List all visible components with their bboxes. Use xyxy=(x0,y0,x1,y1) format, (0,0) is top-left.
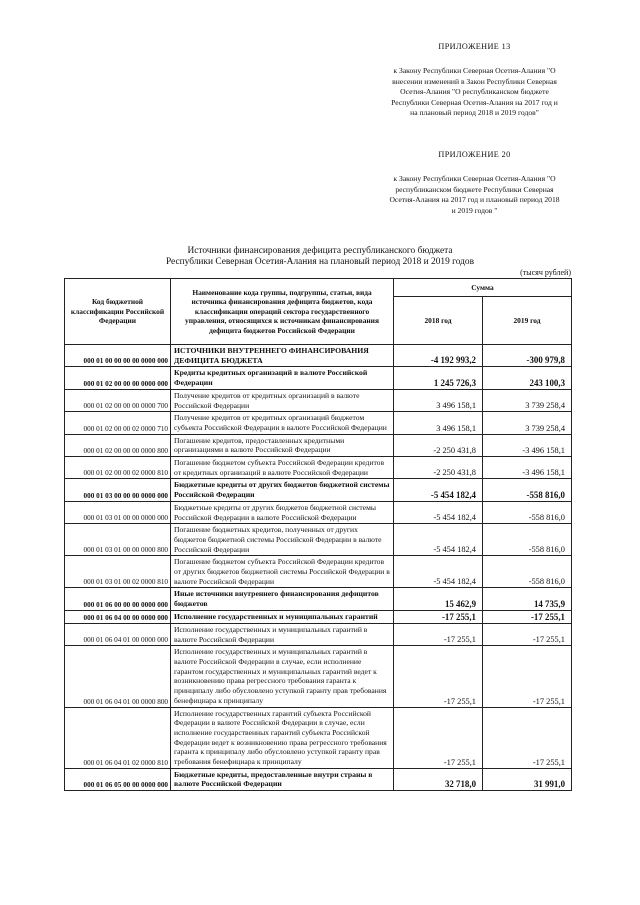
row-value-2018: -5 454 182,4 xyxy=(394,556,483,588)
row-value-2019: -558 816,0 xyxy=(483,556,572,588)
row-value-2019: 3 739 258,4 xyxy=(483,389,572,411)
appendix-13-text: к Закону Республики Северная Осетия-Алания "О внесении изменений в Закон Республики Северная Осетия-Алания "О республиканском бюджете Республики Северная Осетия-Алания на 2017 год и на плановый период 2018 и 2019 годов" xyxy=(391,66,558,118)
appendix-20-text: к Закону Республики Северная Осетия-Алания "О республиканском бюджете Республики Северная Осетия-Алания на 2017 год и плановый период 2018 и 2019 годов " xyxy=(389,174,560,215)
header-code: Код бюджетной классификации Российской Федерации xyxy=(65,279,171,345)
row-code: 000 01 06 00 00 00 0000 000 xyxy=(65,588,171,610)
header-year-2018: 2018 год xyxy=(394,297,483,345)
row-name: Погашение бюджетом субъекта Российской Федерации кредитов от кредитных организаций в валюте Российской Федерации xyxy=(171,457,394,479)
row-code: 000 01 02 00 00 02 0000 710 xyxy=(65,412,171,434)
table-row xyxy=(65,457,572,479)
financing-sources-table xyxy=(64,278,572,791)
row-value-2018: -5 454 182,4 xyxy=(394,524,483,556)
table-row xyxy=(65,623,572,645)
row-value-2018: -5 454 182,4 xyxy=(394,501,483,523)
table-row xyxy=(65,646,572,707)
row-code: 000 01 02 00 00 02 0000 810 xyxy=(65,457,171,479)
row-value-2019: 31 991,0 xyxy=(483,768,572,790)
row-value-2018: 1 245 726,3 xyxy=(394,367,483,389)
units-label: (тысяч рублей) xyxy=(520,268,571,277)
row-value-2018: -2 250 431,8 xyxy=(394,457,483,479)
row-value-2019: -17 255,1 xyxy=(483,646,572,707)
row-code: 000 01 06 04 01 00 0000 000 xyxy=(65,623,171,645)
appendix-13-heading: ПРИЛОЖЕНИЕ 13 xyxy=(438,42,511,51)
table-row xyxy=(65,389,572,411)
row-name: Иные источники внутреннего финансирования дефицитов бюджетов xyxy=(171,588,394,610)
row-code: 000 01 02 00 00 00 0000 700 xyxy=(65,389,171,411)
document-title-line-2: Республики Северная Осетия-Алания на плановый период 2018 и 2019 годов xyxy=(165,257,475,268)
header-sum: Сумма xyxy=(394,279,572,297)
row-name: Исполнение государственных и муниципальных гарантий в валюте Российской Федерации в случае, если исполнение гарантом государственных и муниципальных гарантий ведет к возникновению права регрессного требования гаранта к принципалу либо обусловлено уступкой гаранту прав требования бенефициара к принципалу xyxy=(171,646,394,707)
appendix-20-heading: ПРИЛОЖЕНИЕ 20 xyxy=(438,150,511,159)
row-name: Исполнение государственных гарантий субъекта Российской Федерации в валюте Российской Федерации в случае, если исполнение государственных гарантий субъекта Российской Федерации ведет к возникновению права регрессного требования гаранта к принципалу либо обусловлено уступкой гаранту прав требования бенефициара к принципалу xyxy=(171,707,394,768)
row-code: 000 01 02 00 00 00 0000 800 xyxy=(65,434,171,456)
row-name: Получение кредитов от кредитных организаций бюджетом субъекта Российской Федерации в валюте Российской Федерации xyxy=(171,412,394,434)
row-value-2019: 3 739 258,4 xyxy=(483,412,572,434)
row-name: Погашение бюджетом субъекта Российской Федерации кредитов от других бюджетов бюджетной системы Российской Федерации в валюте Российской Федерации xyxy=(171,556,394,588)
row-name: Погашение бюджетных кредитов, полученных от других бюджетов бюджетной системы Российской Федерации в валюте Российской Федерации xyxy=(171,524,394,556)
row-value-2019: 243 100,3 xyxy=(483,367,572,389)
row-code: 000 01 03 01 00 00 0000 000 xyxy=(65,501,171,523)
row-value-2018: -17 255,1 xyxy=(394,623,483,645)
row-value-2018: 32 718,0 xyxy=(394,768,483,790)
row-name: Получение кредитов от кредитных организаций в валюте Российской Федерации xyxy=(171,389,394,411)
row-code: 000 01 02 00 00 00 0000 000 xyxy=(65,367,171,389)
row-value-2018: 15 462,9 xyxy=(394,588,483,610)
row-code: 000 01 03 01 00 00 0000 800 xyxy=(65,524,171,556)
table-row xyxy=(65,479,572,501)
row-value-2019: -3 496 158,1 xyxy=(483,457,572,479)
row-value-2019: -3 496 158,1 xyxy=(483,434,572,456)
row-name: ИСТОЧНИКИ ВНУТРЕННЕГО ФИНАНСИРОВАНИЯ ДЕФИЦИТА БЮДЖЕТА xyxy=(171,345,394,367)
row-code: 000 01 03 00 00 00 0000 000 xyxy=(65,479,171,501)
table-row xyxy=(65,367,572,389)
row-value-2018: -4 192 993,2 xyxy=(394,345,483,367)
table-row xyxy=(65,434,572,456)
row-value-2018: -17 255,1 xyxy=(394,646,483,707)
appendix-13-block xyxy=(387,42,562,118)
row-value-2018: 3 496 158,1 xyxy=(394,389,483,411)
appendix-20-block xyxy=(387,150,562,216)
row-value-2018: 3 496 158,1 xyxy=(394,412,483,434)
row-value-2019: -17 255,1 xyxy=(483,610,572,623)
row-name: Погашение кредитов, предоставленных кредитными организациями в валюте Российской Федерации xyxy=(171,434,394,456)
row-value-2019: -17 255,1 xyxy=(483,707,572,768)
row-code: 000 01 06 04 00 00 0000 000 xyxy=(65,610,171,623)
row-code: 000 01 06 04 01 02 0000 810 xyxy=(65,707,171,768)
row-value-2019: -558 816,0 xyxy=(483,524,572,556)
table-row xyxy=(65,707,572,768)
header-name: Наименование кода группы, подгруппы, статьи, вида источника финансирования дефицита бюджетов, кода классификации операций сектора государственного управления, относящихся к источникам финансирования дефицита бюджетов Российской Федерации xyxy=(171,279,394,345)
document-title-line-1: Источники финансирования дефицита республиканского бюджета xyxy=(187,246,453,256)
row-value-2018: -17 255,1 xyxy=(394,610,483,623)
row-name: Кредиты кредитных организаций в валюте Российской Федерации xyxy=(171,367,394,389)
row-value-2019: -17 255,1 xyxy=(483,623,572,645)
row-name: Бюджетные кредиты от других бюджетов бюджетной системы Российской Федерации xyxy=(171,479,394,501)
row-value-2019: -558 816,0 xyxy=(483,479,572,501)
row-value-2019: -558 816,0 xyxy=(483,501,572,523)
row-code: 000 01 00 00 00 00 0000 000 xyxy=(65,345,171,367)
table-row xyxy=(65,588,572,610)
document-title xyxy=(130,246,510,268)
row-value-2019: -300 979,8 xyxy=(483,345,572,367)
row-name: Исполнение государственных и муниципальных гарантий xyxy=(171,610,394,623)
table-row xyxy=(65,524,572,556)
row-name: Бюджетные кредиты от других бюджетов бюджетной системы Российской Федерации в валюте Российской Федерации xyxy=(171,501,394,523)
row-name: Исполнение государственных и муниципальных гарантий в валюте Российской Федерации xyxy=(171,623,394,645)
header-year-2019: 2019 год xyxy=(483,297,572,345)
table-row xyxy=(65,345,572,367)
row-code: 000 01 03 01 00 02 0000 810 xyxy=(65,556,171,588)
row-value-2018: -5 454 182,4 xyxy=(394,479,483,501)
row-name: Бюджетные кредиты, предоставленные внутри страны в валюте Российской Федерации xyxy=(171,768,394,790)
table-row xyxy=(65,412,572,434)
row-value-2019: 14 735,9 xyxy=(483,588,572,610)
table-row xyxy=(65,610,572,623)
row-value-2018: -17 255,1 xyxy=(394,707,483,768)
row-code: 000 01 06 05 00 00 0000 000 xyxy=(65,768,171,790)
row-code: 000 01 06 04 01 00 0000 800 xyxy=(65,646,171,707)
table-body xyxy=(65,345,572,791)
row-value-2018: -2 250 431,8 xyxy=(394,434,483,456)
table-row xyxy=(65,768,572,790)
table-row xyxy=(65,556,572,588)
table-row xyxy=(65,501,572,523)
